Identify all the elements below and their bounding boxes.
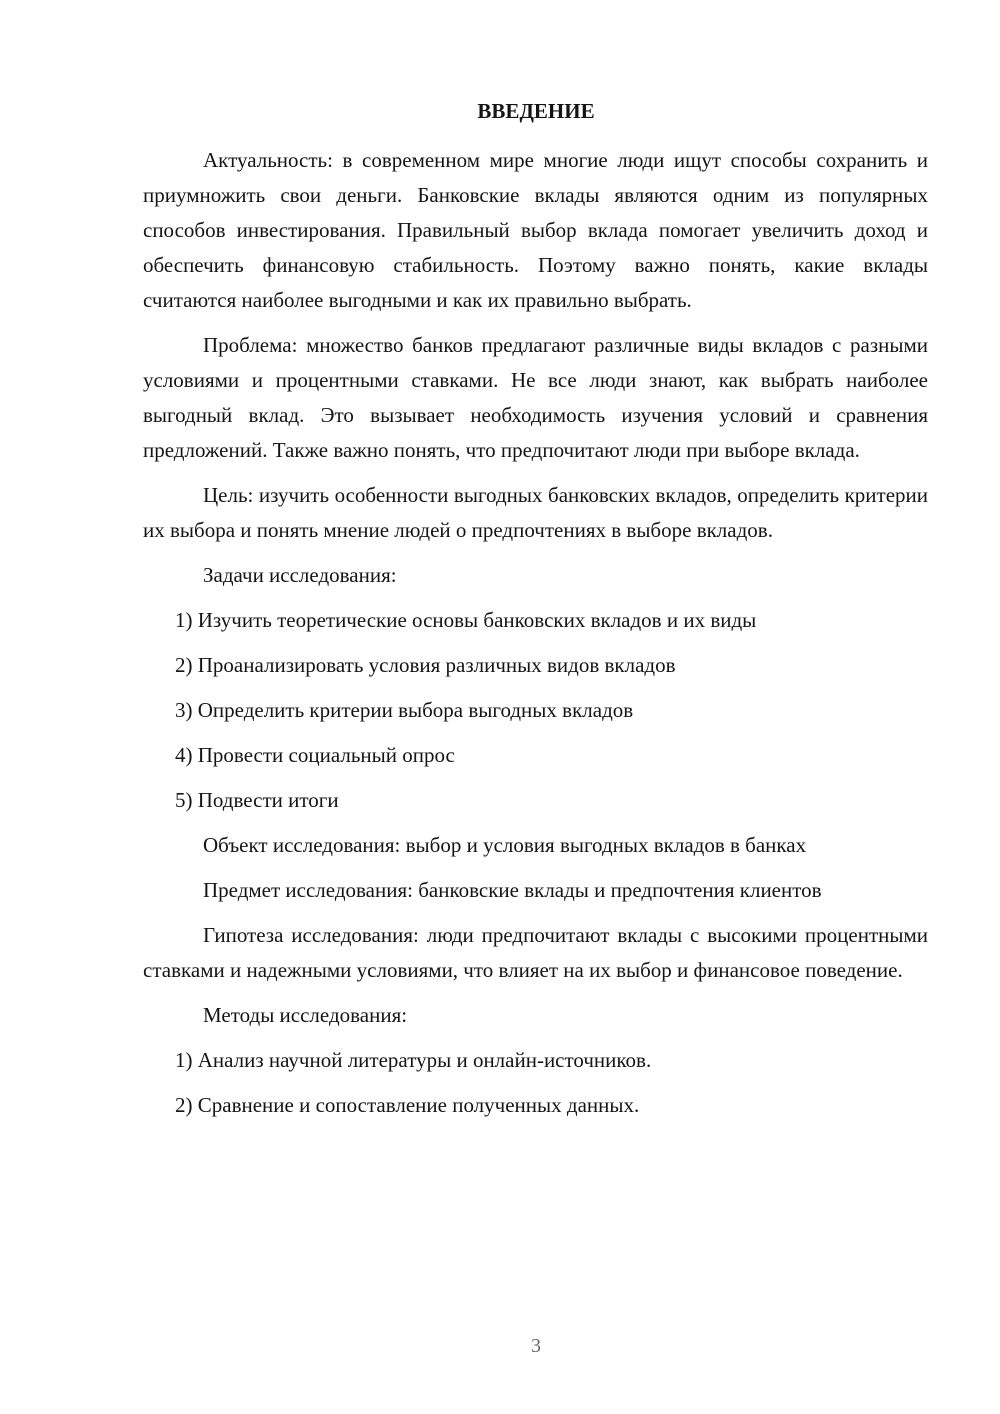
object-paragraph: Объект исследования: выбор и условия выгодных вкладов в банках <box>203 833 807 857</box>
task-item-2: 2) Проанализировать условия различных видов вкладов <box>175 653 676 677</box>
task-item-1: 1) Изучить теоретические основы банковских вкладов и их виды <box>175 608 757 632</box>
task-item-4: 4) Провести социальный опрос <box>175 743 455 767</box>
tasks-heading: Задачи исследования: <box>203 563 397 587</box>
relevance-paragraph: Актуальность: в современном мире многие люди ищут способы сохранить и приумножить свои деньги. Банковские вклады являются одним из популярных способов инвестирования. Правильный выбор вклада помогает увеличить доход и обеспечить финансовую стабильность. Поэтому важно понять, какие вклады считаются наиболее выгодными и как их правильно выбрать. <box>143 148 928 312</box>
hypothesis-paragraph: Гипотеза исследования: люди предпочитают вклады с высокими процентными ставками и надежными условиями, что влияет на их выбор и финансовое поведение. <box>143 923 928 982</box>
page-title: ВВЕДЕНИЕ <box>477 99 595 123</box>
method-item-2: 2) Сравнение и сопоставление полученных данных. <box>175 1093 640 1117</box>
subject-paragraph: Предмет исследования: банковские вклады и предпочтения клиентов <box>203 878 822 902</box>
page-body <box>143 143 928 1133</box>
goal-paragraph: Цель: изучить особенности выгодных банковских вкладов, определить критерии их выбора и понять мнение людей о предпочтениях в выборе вкладов. <box>143 483 928 542</box>
page-number: 3 <box>531 1335 541 1357</box>
task-item-3: 3) Определить критерии выбора выгодных вкладов <box>175 698 634 722</box>
methods-heading: Методы исследования: <box>203 1003 408 1027</box>
method-item-1: 1) Анализ научной литературы и онлайн-источников. <box>175 1048 652 1072</box>
task-item-5: 5) Подвести итоги <box>175 788 339 812</box>
problem-paragraph: Проблема: множество банков предлагают различные виды вкладов с разными условиями и процентными ставками. Не все люди знают, как выбрать наиболее выгодный вклад. Это вызывает необходимость изучения условий и сравнения предложений. Также важно понять, что предпочитают люди при выборе вклада. <box>143 333 928 462</box>
